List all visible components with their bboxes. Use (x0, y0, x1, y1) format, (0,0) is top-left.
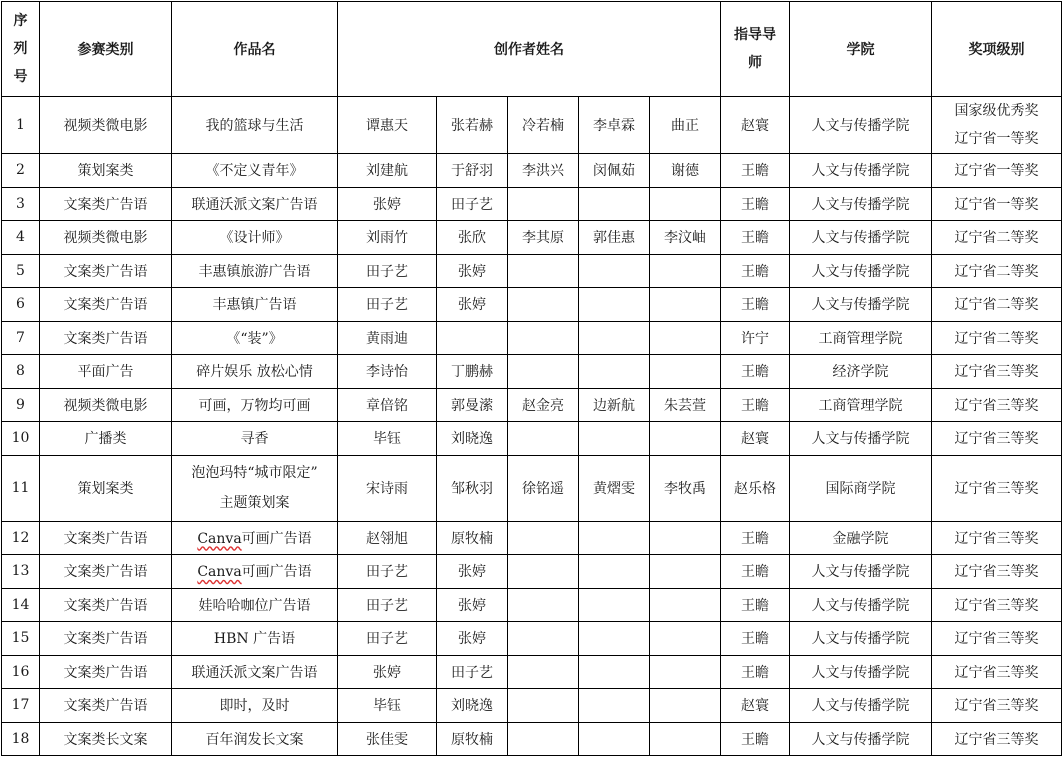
cell-category: 文案类广告语 (40, 588, 172, 622)
cell-creator (508, 689, 579, 723)
cell-advisor: 王瞻 (721, 355, 790, 389)
cell-category: 文案类广告语 (40, 555, 172, 589)
cell-category: 策划案类 (40, 455, 172, 521)
cell-creator: 李洪兴 (508, 154, 579, 188)
cell-award: 辽宁省三等奖 (932, 689, 1062, 723)
cell-award: 辽宁省三等奖 (932, 455, 1062, 521)
cell-college: 人文与传播学院 (790, 254, 932, 288)
cell-advisor: 赵乐格 (721, 455, 790, 521)
cell-creator: 田子艺 (437, 655, 508, 689)
cell-creator: 赵金亮 (508, 388, 579, 422)
cell-award: 辽宁省三等奖 (932, 588, 1062, 622)
cell-category: 视频类微电影 (40, 221, 172, 255)
cell-college: 人文与传播学院 (790, 588, 932, 622)
cell-award: 辽宁省三等奖 (932, 722, 1062, 756)
cell-award: 辽宁省三等奖 (932, 388, 1062, 422)
cell-creator (579, 521, 650, 555)
cell-college: 人文与传播学院 (790, 655, 932, 689)
cell-creator: 张婷 (437, 555, 508, 589)
table-row (2, 622, 1062, 656)
cell-creator: 丁鹏赫 (437, 355, 508, 389)
cell-creator: 田子艺 (437, 187, 508, 221)
cell-creator (650, 722, 721, 756)
cell-college: 人文与传播学院 (790, 622, 932, 656)
cell-category: 策划案类 (40, 154, 172, 188)
cell-work: HBN 广告语 (172, 622, 338, 656)
cell-creator: 赵翎旭 (338, 521, 437, 555)
cell-college: 人文与传播学院 (790, 422, 932, 456)
cell-creator: 曲正 (650, 97, 721, 154)
cell-college: 人文与传播学院 (790, 722, 932, 756)
cell-seq: 17 (2, 689, 40, 723)
cell-creator: 李汶岫 (650, 221, 721, 255)
cell-work (172, 455, 338, 521)
table-row (2, 154, 1062, 188)
awards-table (1, 1, 1062, 756)
cell-creator: 刘雨竹 (338, 221, 437, 255)
work-line: 泡泡玛特“城市限定” (191, 465, 318, 481)
cell-category: 平面广告 (40, 355, 172, 389)
cell-seq: 4 (2, 221, 40, 255)
cell-creator (579, 555, 650, 589)
cell-creator (579, 355, 650, 389)
cell-advisor: 王瞻 (721, 655, 790, 689)
cell-seq: 2 (2, 154, 40, 188)
cell-creator (508, 655, 579, 689)
cell-college: 工商管理学院 (790, 321, 932, 355)
cell-seq: 13 (2, 555, 40, 589)
cell-creator (650, 588, 721, 622)
table-row (2, 689, 1062, 723)
cell-creator: 毕钰 (338, 422, 437, 456)
cell-creator (650, 555, 721, 589)
cell-category: 文案类广告语 (40, 622, 172, 656)
cell-college: 人文与传播学院 (790, 689, 932, 723)
cell-award: 辽宁省三等奖 (932, 521, 1062, 555)
table-row (2, 288, 1062, 322)
cell-creator (579, 187, 650, 221)
cell-work: 丰惠镇广告语 (172, 288, 338, 322)
header-award: 奖项级别 (932, 2, 1062, 97)
cell-award: 辽宁省三等奖 (932, 422, 1062, 456)
cell-creator: 冷若楠 (508, 97, 579, 154)
cell-creator (508, 622, 579, 656)
cell-creator: 毕钰 (338, 689, 437, 723)
cell-award: 辽宁省二等奖 (932, 288, 1062, 322)
cell-creator (579, 321, 650, 355)
table-row (2, 254, 1062, 288)
cell-award: 辽宁省二等奖 (932, 254, 1062, 288)
cell-advisor: 赵寰 (721, 422, 790, 456)
cell-creator (650, 187, 721, 221)
cell-category: 视频类微电影 (40, 97, 172, 154)
cell-award: 辽宁省一等奖 (932, 154, 1062, 188)
cell-creator: 谢德 (650, 154, 721, 188)
cell-college: 人文与传播学院 (790, 187, 932, 221)
cell-creator (650, 622, 721, 656)
cell-work: 《设计师》 (172, 221, 338, 255)
cell-category: 文案类广告语 (40, 521, 172, 555)
cell-seq: 9 (2, 388, 40, 422)
cell-college: 经济学院 (790, 355, 932, 389)
cell-advisor: 王瞻 (721, 388, 790, 422)
cell-work: 百年润发长文案 (172, 722, 338, 756)
cell-work (172, 555, 338, 589)
cell-work: 我的篮球与生活 (172, 97, 338, 154)
cell-creator (579, 722, 650, 756)
cell-creator: 田子艺 (338, 288, 437, 322)
cell-creator (508, 422, 579, 456)
header-seq-line: 列 (13, 41, 28, 57)
cell-advisor: 许宁 (721, 321, 790, 355)
cell-work: 联通沃派文案广告语 (172, 655, 338, 689)
cell-advisor: 王瞻 (721, 555, 790, 589)
cell-creator: 郭佳惠 (579, 221, 650, 255)
cell-creator: 朱芸萱 (650, 388, 721, 422)
cell-award: 辽宁省二等奖 (932, 221, 1062, 255)
cell-category: 文案类广告语 (40, 689, 172, 723)
cell-category: 广播类 (40, 422, 172, 456)
cell-creator: 田子艺 (338, 622, 437, 656)
cell-advisor: 王瞻 (721, 254, 790, 288)
cell-creator: 刘晓逸 (437, 689, 508, 723)
cell-college: 人文与传播学院 (790, 221, 932, 255)
cell-creator: 张婷 (437, 622, 508, 656)
cell-creator (508, 254, 579, 288)
table-row (2, 221, 1062, 255)
cell-creator (650, 254, 721, 288)
cell-work: 丰惠镇旅游广告语 (172, 254, 338, 288)
cell-creator: 章倍铭 (338, 388, 437, 422)
cell-advisor: 王瞻 (721, 154, 790, 188)
cell-category: 文案类广告语 (40, 321, 172, 355)
cell-advisor: 赵寰 (721, 97, 790, 154)
cell-advisor: 王瞻 (721, 622, 790, 656)
cell-creator (508, 288, 579, 322)
cell-creator (508, 555, 579, 589)
cell-creator (437, 321, 508, 355)
cell-award: 辽宁省三等奖 (932, 655, 1062, 689)
cell-work: 即时，及时 (172, 689, 338, 723)
cell-work: 《“装”》 (172, 321, 338, 355)
cell-creator: 李诗怡 (338, 355, 437, 389)
award-line: 辽宁省一等奖 (954, 131, 1039, 147)
cell-award: 辽宁省三等奖 (932, 555, 1062, 589)
cell-creator (579, 655, 650, 689)
cell-creator: 张婷 (437, 588, 508, 622)
cell-creator: 张婷 (437, 254, 508, 288)
cell-work: 碎片娱乐 放松心情 (172, 355, 338, 389)
cell-advisor: 王瞻 (721, 288, 790, 322)
header-seq-line: 序 (13, 13, 28, 29)
cell-creator: 张婷 (437, 288, 508, 322)
cell-seq: 14 (2, 588, 40, 622)
header-seq (2, 2, 40, 97)
cell-creator: 黄熠雯 (579, 455, 650, 521)
table-row (2, 355, 1062, 389)
cell-creator: 张若赫 (437, 97, 508, 154)
cell-creator (650, 288, 721, 322)
cell-creator (579, 288, 650, 322)
cell-college: 人文与传播学院 (790, 555, 932, 589)
cell-creator (650, 655, 721, 689)
cell-work: 《不定义青年》 (172, 154, 338, 188)
cell-work: 联通沃派文案广告语 (172, 187, 338, 221)
cell-category: 文案类广告语 (40, 187, 172, 221)
cell-creator (650, 321, 721, 355)
table-row (2, 321, 1062, 355)
cell-seq: 8 (2, 355, 40, 389)
cell-creator: 徐铭遥 (508, 455, 579, 521)
header-creators: 创作者姓名 (338, 2, 721, 97)
cell-advisor: 王瞻 (721, 187, 790, 221)
cell-creator: 谭惠天 (338, 97, 437, 154)
cell-creator: 闵佩茹 (579, 154, 650, 188)
table-row (2, 555, 1062, 589)
cell-creator: 原牧楠 (437, 521, 508, 555)
cell-creator (508, 722, 579, 756)
cell-creator: 张欣 (437, 221, 508, 255)
cell-work: 娃哈哈咖位广告语 (172, 588, 338, 622)
cell-creator (508, 187, 579, 221)
cell-creator: 于舒羽 (437, 154, 508, 188)
cell-creator (508, 588, 579, 622)
cell-creator: 原牧楠 (437, 722, 508, 756)
cell-creator: 郭曼潆 (437, 388, 508, 422)
work-line: 主题策划案 (219, 495, 290, 511)
table-row (2, 588, 1062, 622)
cell-creator: 田子艺 (338, 254, 437, 288)
cell-advisor: 王瞻 (721, 221, 790, 255)
cell-college: 国际商学院 (790, 455, 932, 521)
cell-work: 寻香 (172, 422, 338, 456)
cell-creator (650, 355, 721, 389)
cell-creator: 李卓霖 (579, 97, 650, 154)
table-body (2, 97, 1062, 756)
header-advisor-line: 师 (748, 55, 762, 71)
cell-seq: 15 (2, 622, 40, 656)
cell-creator (650, 689, 721, 723)
cell-advisor: 王瞻 (721, 588, 790, 622)
cell-category: 文案类广告语 (40, 655, 172, 689)
cell-award: 辽宁省三等奖 (932, 355, 1062, 389)
cell-advisor: 王瞻 (721, 521, 790, 555)
cell-seq: 16 (2, 655, 40, 689)
cell-creator (579, 422, 650, 456)
cell-creator: 张佳雯 (338, 722, 437, 756)
cell-work: 可画，万物均可画 (172, 388, 338, 422)
table-row (2, 422, 1062, 456)
header-advisor-line: 指导导 (734, 27, 776, 43)
cell-creator (508, 355, 579, 389)
header-work: 作品名 (172, 2, 338, 97)
table-row (2, 521, 1062, 555)
header-category: 参赛类别 (40, 2, 172, 97)
cell-creator: 李其原 (508, 221, 579, 255)
work-rest: 可画广告语 (241, 530, 312, 547)
cell-advisor: 王瞻 (721, 722, 790, 756)
cell-creator: 张婷 (338, 655, 437, 689)
award-line: 国家级优秀奖 (954, 103, 1039, 119)
cell-category: 文案类广告语 (40, 288, 172, 322)
cell-creator: 邹秋羽 (437, 455, 508, 521)
header-advisor (721, 2, 790, 97)
cell-creator: 刘建航 (338, 154, 437, 188)
cell-seq: 1 (2, 97, 40, 154)
cell-creator: 宋诗雨 (338, 455, 437, 521)
cell-creator (650, 521, 721, 555)
cell-award (932, 97, 1062, 154)
cell-seq: 3 (2, 187, 40, 221)
cell-college: 人文与传播学院 (790, 97, 932, 154)
cell-seq: 6 (2, 288, 40, 322)
cell-category: 文案类长文案 (40, 722, 172, 756)
header-row (2, 2, 1062, 97)
work-brand: Canva (197, 530, 242, 547)
cell-seq: 5 (2, 254, 40, 288)
cell-seq: 12 (2, 521, 40, 555)
table-row (2, 655, 1062, 689)
cell-award: 辽宁省二等奖 (932, 321, 1062, 355)
cell-creator (508, 521, 579, 555)
work-brand: Canva (197, 564, 242, 581)
cell-college: 金融学院 (790, 521, 932, 555)
cell-creator: 田子艺 (338, 555, 437, 589)
cell-creator: 刘晓逸 (437, 422, 508, 456)
cell-college: 人文与传播学院 (790, 288, 932, 322)
cell-creator: 边新航 (579, 388, 650, 422)
cell-seq: 18 (2, 722, 40, 756)
cell-creator: 李牧禹 (650, 455, 721, 521)
cell-creator: 田子艺 (338, 588, 437, 622)
cell-creator (579, 622, 650, 656)
table-row (2, 187, 1062, 221)
cell-creator: 张婷 (338, 187, 437, 221)
cell-seq: 7 (2, 321, 40, 355)
cell-creator (579, 689, 650, 723)
cell-award: 辽宁省一等奖 (932, 187, 1062, 221)
header-college: 学院 (790, 2, 932, 97)
header-seq-line: 号 (13, 69, 28, 85)
cell-advisor: 赵寰 (721, 689, 790, 723)
cell-college: 工商管理学院 (790, 388, 932, 422)
cell-college: 人文与传播学院 (790, 154, 932, 188)
cell-creator: 黄雨迪 (338, 321, 437, 355)
cell-creator (579, 588, 650, 622)
cell-category: 文案类广告语 (40, 254, 172, 288)
table-row (2, 97, 1062, 154)
cell-category: 视频类微电影 (40, 388, 172, 422)
table-row (2, 388, 1062, 422)
table-row (2, 455, 1062, 521)
cell-creator (579, 254, 650, 288)
cell-creator (650, 422, 721, 456)
table-row (2, 722, 1062, 756)
work-rest: 可画广告语 (241, 564, 312, 581)
cell-work (172, 521, 338, 555)
cell-seq: 10 (2, 422, 40, 456)
cell-creator (508, 321, 579, 355)
cell-seq: 11 (2, 455, 40, 521)
cell-award: 辽宁省三等奖 (932, 622, 1062, 656)
